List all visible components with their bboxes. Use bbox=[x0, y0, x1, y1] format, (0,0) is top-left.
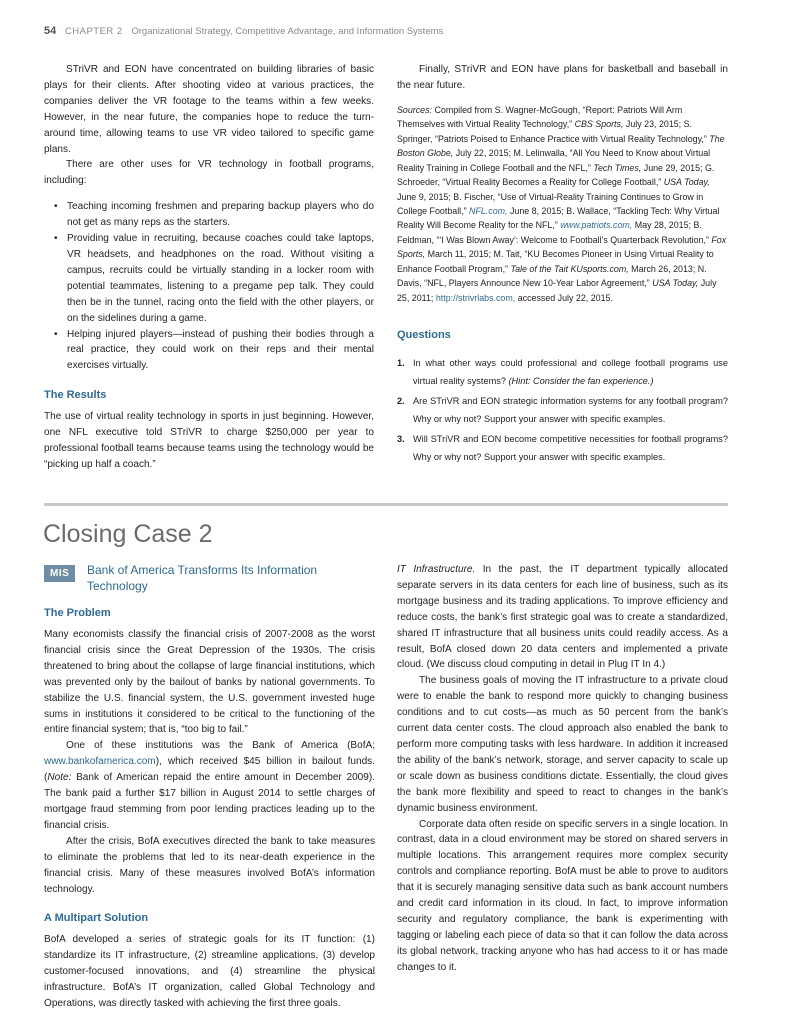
source-publication: CBS Sports, bbox=[574, 119, 624, 130]
source-publication: Fox Sports, bbox=[397, 234, 727, 260]
results-heading: The Results bbox=[44, 389, 107, 402]
chapter-title: Organizational Strategy, Competitive Advantage, and Information Systems bbox=[131, 26, 444, 37]
case-title-row bbox=[44, 562, 375, 594]
top-right-column bbox=[397, 62, 728, 468]
paragraph: There are other uses for VR technology in football programs, including: bbox=[44, 159, 374, 187]
source-text: June 29, 2015; G. Schroeder, “Virtual Reality Becomes a Reality for College Football,” bbox=[397, 162, 715, 188]
source-text: March 11, 2015; M. Tait, “KU Becomes Pioneer in Using Virtual Reality to Enhance Football Program,” bbox=[397, 249, 714, 274]
question-item bbox=[397, 354, 728, 390]
source-text: July 25, 2011; bbox=[397, 278, 717, 303]
question-hint: (Hint: Consider the fan experience.) bbox=[508, 376, 654, 387]
question-number: 1. bbox=[397, 358, 405, 369]
source-publication: USA Today, bbox=[652, 278, 699, 289]
source-text: July 22, 2015; M. Lelinwalla, “All You Need to Know about Virtual Reality Training in College Football and the NFL,” bbox=[397, 148, 711, 173]
source-text: Compiled from S. Wagner-McGough, “Report: Patriots Will Arm Themselves with Virtual Reality Technology,” bbox=[397, 104, 683, 130]
source-text: accessed July 22, 2015. bbox=[517, 292, 613, 303]
paragraph: BofA developed a series of strategic goals for its IT function: (1) standardize its IT infrastructure, (2) streamline applications, (3) develop customer-focused innovations, and (4) streamline the physical infrastructure. BofA’s IT organization, called Global Technology and Operations, was directly tasked with achieving the first three goals. bbox=[44, 934, 375, 1010]
source-link[interactable]: NFL.com, bbox=[469, 205, 508, 216]
results-paragraph: The use of virtual reality technology in sports in just beginning. However, one NFL executive told STriVR to charge $250,000 per year to professional football teams because teams using the technology would be “picking up half a coach.” bbox=[44, 411, 374, 470]
source-publication: USA Today, bbox=[663, 177, 710, 188]
paragraph bbox=[397, 562, 728, 673]
bullet-list bbox=[44, 199, 374, 374]
lead-in: IT Infrastructure. bbox=[397, 564, 476, 575]
question-number: 3. bbox=[397, 434, 405, 445]
source-publication: Tale of the Tait KUsports.com, bbox=[510, 263, 629, 274]
questions-list bbox=[397, 354, 728, 466]
question-item bbox=[397, 430, 728, 466]
sources-block bbox=[397, 103, 728, 305]
source-text: March 26, 2013; N. Davis, “NFL, Players Announce New 10-Year Labor Agreement,” bbox=[397, 263, 707, 289]
bottom-left-column bbox=[44, 562, 375, 1012]
question-text: Will STriVR and EON become competitive necessities for football programs? Why or why not? Support your answer with specific examples. bbox=[413, 434, 728, 463]
source-text: May 28, 2015; B. Feldman, “‘I Was Blown Away’: Welcome to Football’s Quarterback Revolution,” bbox=[397, 220, 709, 245]
source-text: June 8, 2015; B. Wallace, “Tackling Tech: Why Virtual Reality Will Become Reality for the NFL,” bbox=[397, 205, 720, 231]
paragraph: Corporate data often reside on specific servers in a single location. In contrast, data in a cloud environment may be stored on shared servers in multiple locations. This arrangement requires more complex security controls and compliance reporting. BofA must be able to prove to auditors that it is securely managing sensitive data such as bank account numbers and credit card information in its cloud. In fact, to improve information security and regulatory compliance, the bank is experimenting with tagging or labeling each piece of data so that it can follow the data across its global network, tracking anyone who has had access to it or has made changes to it. bbox=[397, 818, 728, 973]
source-publication: The Boston Globe, bbox=[397, 133, 725, 159]
paragraph bbox=[44, 738, 375, 833]
text-run: In the past, the IT department typically allocated separate servers in its data centers for each line of business, such as its mortgage business and its trading applications. To improve efficiency and reduce costs, the bank’s first strategic goal was to create a standardized, shared IT infrastructure that all business units could readily access. As a result, BofA closed down 20 data centers and implemented a private cloud. (We discuss cloud computing in detail in Plug IT In 4.) bbox=[397, 564, 728, 671]
bullet-item: • Teaching incoming freshmen and preparing backup players who do not get as many reps as the starters. bbox=[44, 199, 374, 231]
question-text: In what other ways could professional and college football programs use virtual reality systems? bbox=[413, 358, 728, 387]
chapter-label: CHAPTER 2 bbox=[64, 26, 123, 37]
text-run: ), which received $45 billion in bailout funds. ( bbox=[44, 756, 375, 784]
bottom-right-column bbox=[397, 562, 728, 976]
bullet-item: • Helping injured players—instead of pushing their bodies through a real practice, they could work on their reps and their mental exercises virtually. bbox=[44, 327, 374, 375]
closing-case-title: Closing Case 2 bbox=[43, 520, 213, 548]
questions-heading: Questions bbox=[397, 329, 451, 342]
paragraph: The business goals of moving the IT infrastructure to a private cloud were to enable the bank to respond more quickly to changing business conditions and to cut costs—as much as 50 percent from the bank’s current data center costs. The cloud approach also enabled the bank to perform more computing tasks with less hardware. In addition it increased the ability of the bank’s network, storage, and server capacity to scale up or scale down as business conditions dictate. Essentially, the cloud gives the bank more flexibility and speed to react to changes in the bank’s dynamic business environment. bbox=[397, 675, 728, 814]
source-publication: Tech Times, bbox=[593, 162, 642, 173]
mis-badge: MIS bbox=[44, 565, 75, 582]
question-item bbox=[397, 392, 728, 428]
question-text: Are STriVR and EON strategic information systems for any football program? Why or why not? Support your answer with specific examples. bbox=[413, 396, 728, 425]
source-text: July 23, 2015; S. Springer, “Patriots Poised to Enhance Practice with Virtual Reality Technology,” bbox=[397, 119, 707, 144]
bullet-item: • Providing value in recruiting, because coaches could take laptops, VR headsets, and headphones on the road. Without visiting a campus, recruits could be virtually standing in a locker room with potential teammates, listening to a pregame pep talk. They could then be in the tunnel, racing onto the field with the other players, or on the sidelines during a game. bbox=[44, 231, 374, 326]
paragraph: Many economists classify the financial crisis of 2007-2008 as the worst financial crisis since the Great Depression of the 1930s. The crisis threatened to bring about the collapse of large financial institutions, which was prevented only by the bailout of banks by national governments. To stabilize the U.S. financial system, the U.S. government invested huge sums in institutions it considered to be critical to the functioning of the entire financial system; that is, “too big to fail.” bbox=[44, 629, 375, 736]
paragraph: After the crisis, BofA executives directed the bank to take measures to eliminate the problems that led to its near-death experience in the financial crisis. Many of these measures involved BofA’s information technology. bbox=[44, 835, 375, 895]
problem-heading: The Problem bbox=[44, 607, 111, 619]
top-left-column bbox=[44, 62, 374, 473]
running-header bbox=[44, 25, 443, 37]
sources-label: Sources: bbox=[397, 104, 433, 115]
source-text: June 9, 2015; B. Fischer, “Use of Virtual-Reality Training Continues to Grow in College Football,” bbox=[397, 191, 704, 216]
page-number: 54 bbox=[44, 25, 57, 37]
source-link[interactable]: www.patriots.com, bbox=[560, 220, 633, 231]
case-subtitle: Bank of America Transforms Its Information Technology bbox=[87, 563, 318, 593]
bofa-link[interactable]: www.bankofamerica.com bbox=[44, 756, 156, 768]
source-link[interactable]: http://strivrlabs.com, bbox=[435, 292, 516, 303]
paragraph: Finally, STriVR and EON have plans for basketball and baseball in the near future. bbox=[397, 64, 728, 91]
paragraph: STriVR and EON have concentrated on building libraries of basic plays for their clients. After shooting video at various practices, the companies deliver the VR footage to the teams within a few weeks. However, in the near future, the companies hope to reduce the turn-around time, allowing teams to use VR video tailored to specific game plans. bbox=[44, 64, 374, 155]
solution-heading: A Multipart Solution bbox=[44, 912, 149, 925]
text-run: One of these institutions was the Bank of America (BofA; bbox=[66, 740, 375, 752]
note-label: Note: bbox=[47, 772, 72, 784]
text-run: Bank of American repaid the entire amount in December 2009). The bank paid a further $17 billion in August 2014 to settle charges of mortgage fraud stemming from poor lending practices leading up to the financial crisis. bbox=[44, 772, 375, 831]
section-divider bbox=[44, 503, 728, 506]
question-number: 2. bbox=[397, 396, 405, 407]
